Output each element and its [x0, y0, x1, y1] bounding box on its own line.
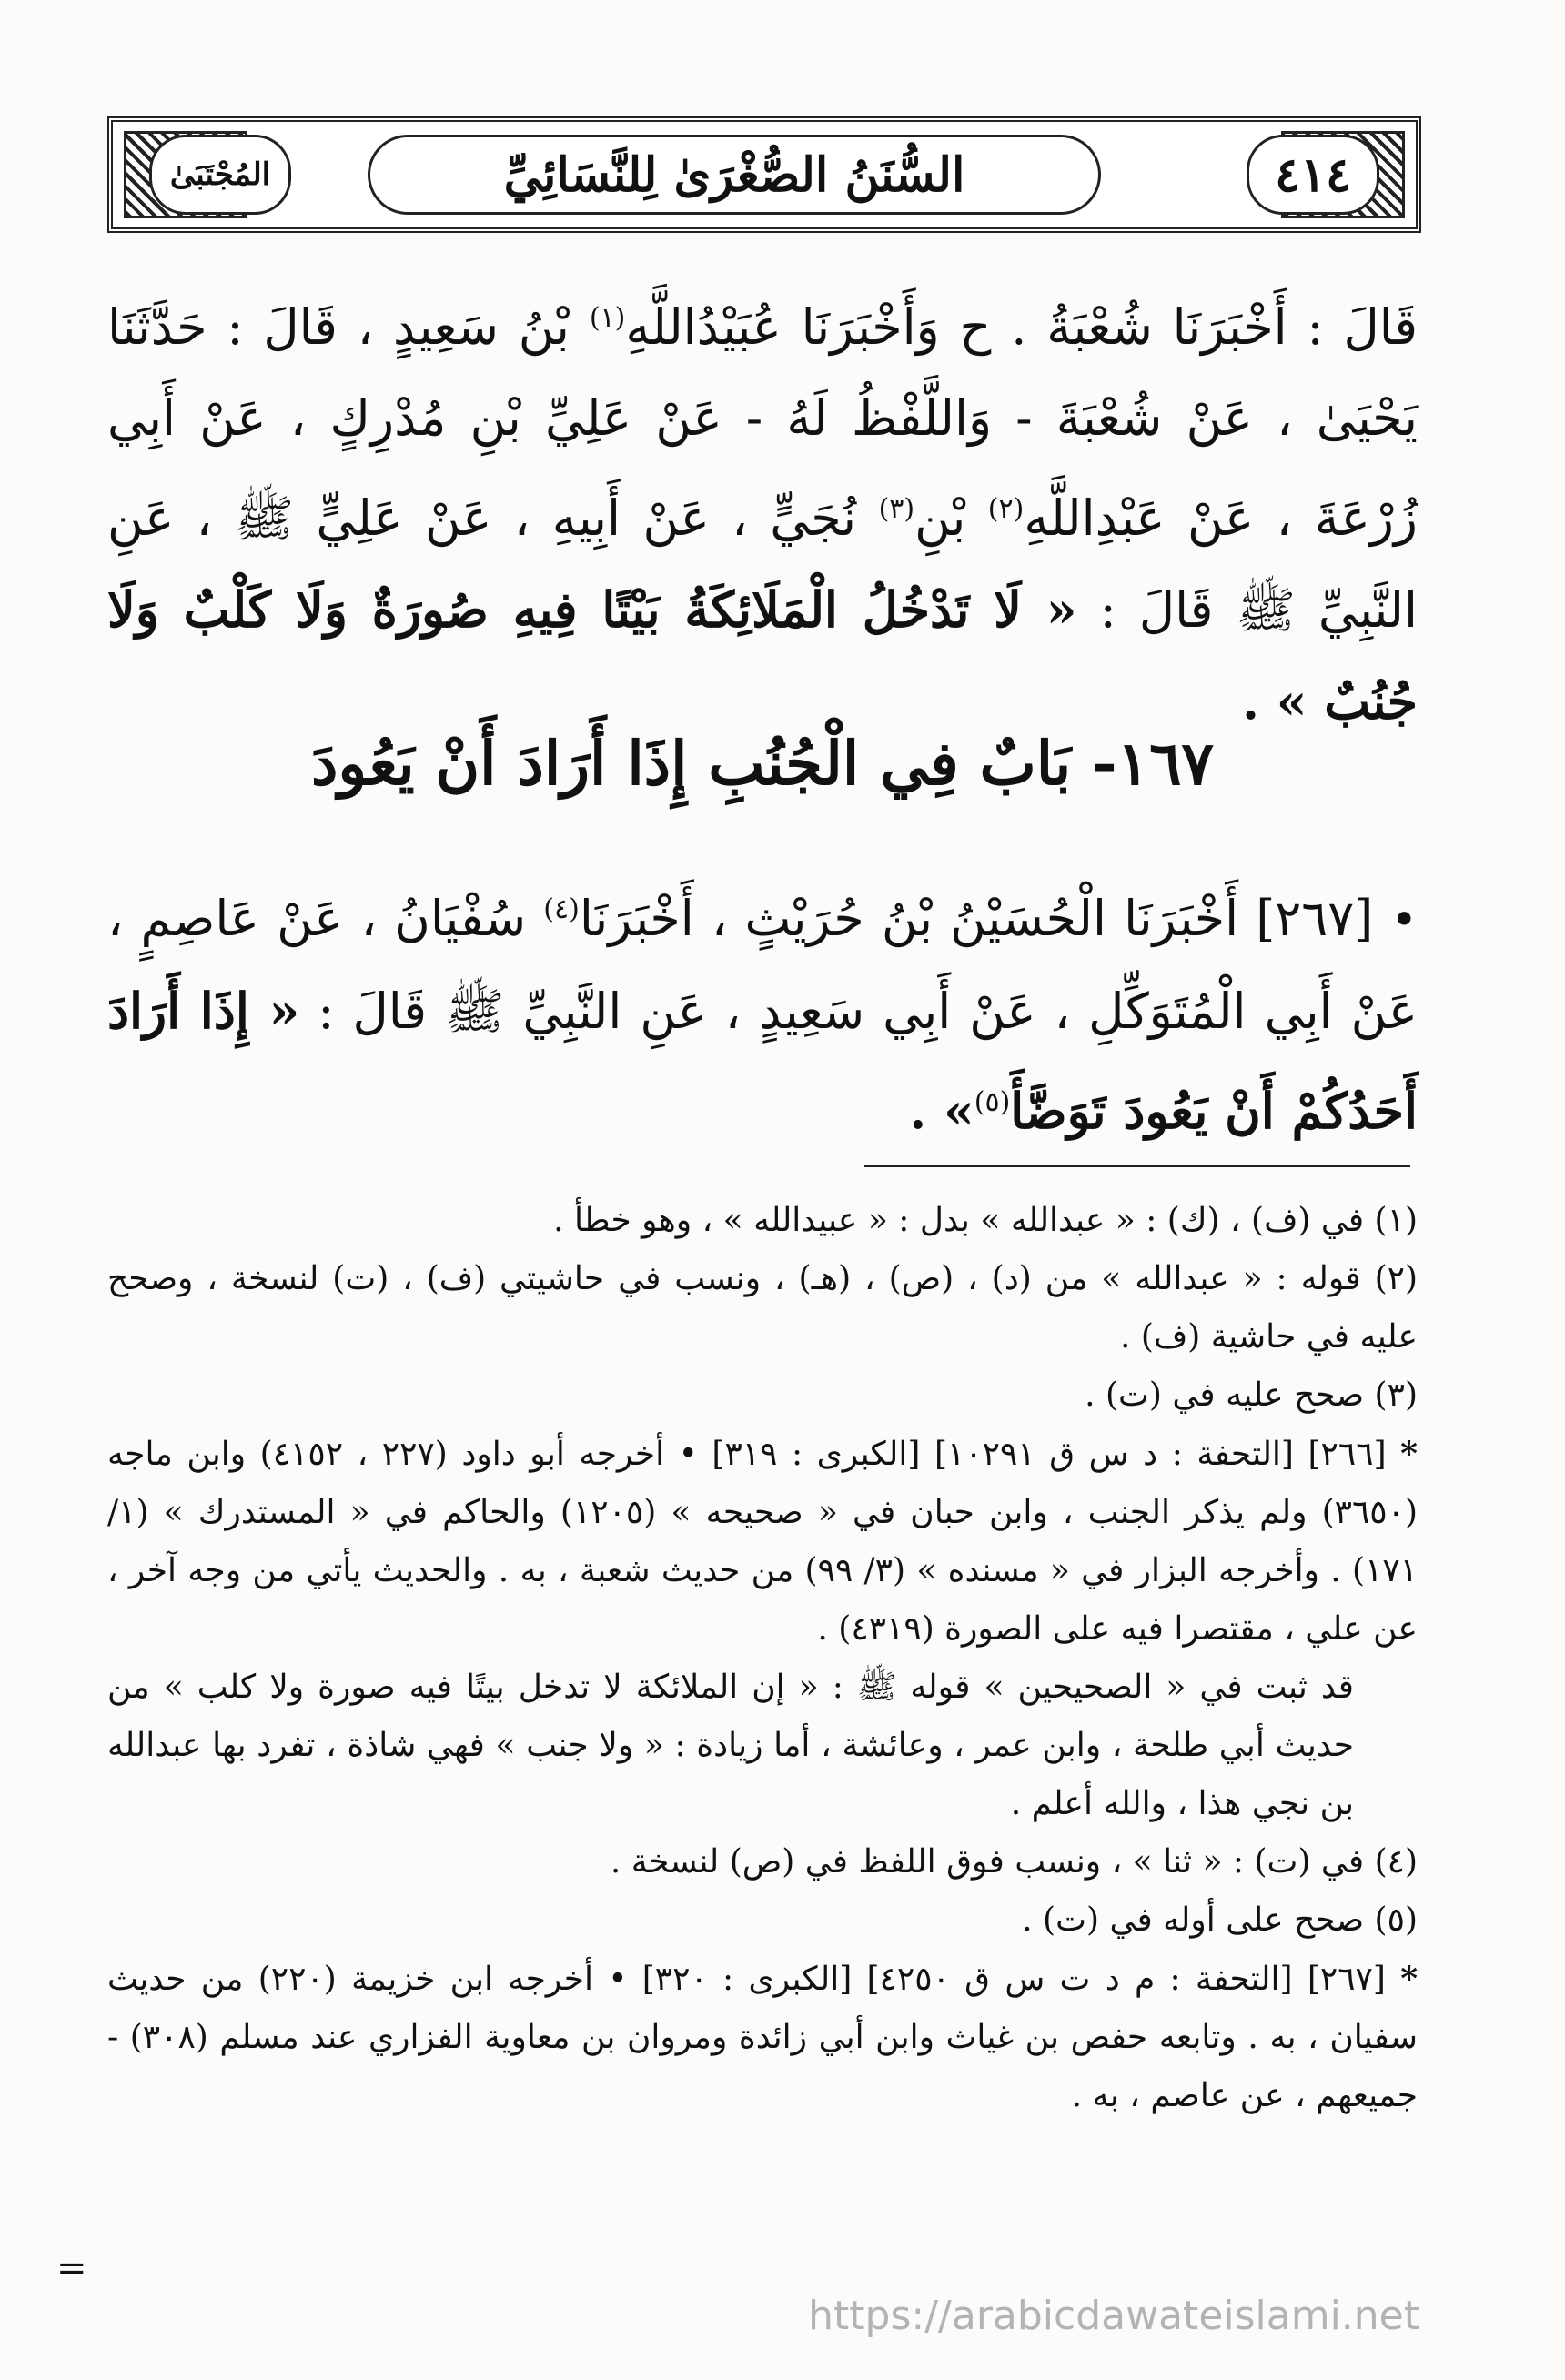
main-text — [107, 273, 1418, 748]
watermark-url: https://arabicdawateislami.net — [808, 2293, 1419, 2339]
hadith-266-text: قَالَ : أَخْبَرَنَا شُعْبَةُ . ح وَأَخْبَرَنَا عُبَيْدُاللَّهِ$^{(١)}$ بْنُ سَعِيدٍ ، قَالَ : حَدَّثَنَا يَحْيَىٰ ، عَنْ شُعْبَةَ - وَاللَّفْظُ لَهُ - عَنْ عَلِيِّ بْنِ مُدْرِكٍ ، عَنْ أَبِي زُرْعَةَ ، عَنْ عَبْدِاللَّهِ$^{(٢)}$ بْنِ$^{(٣)}$ نُجَيٍّ ، عَنْ أَبِيهِ ، عَنْ عَلِيٍّ ﷺ ، عَنِ النَّبِيِّ ﷺ قَالَ : « لَا تَدْخُلُ الْمَلَائِكَةُ بَيْتًا فِيهِ صُورَةٌ وَلَا كَلْبٌ وَلَا جُنُبٌ » . — [107, 298, 1419, 731]
hadith-267: • [٢٦٧] أَخْبَرَنَا الْحُسَيْنُ بْنُ حُرَيْثٍ ، أَخْبَرَنَا$^{(٤)}$ سُفْيَانُ ، عَنْ عَاصِمٍ ، عَنْ أَبِي الْمُتَوَكِّلِ ، عَنْ أَبِي سَعِيدٍ ، عَنِ النَّبِيِّ ﷺ قَالَ : « إِذَا أَرَادَ أَحَدُكُمْ أَنْ يَعُودَ تَوَضَّأَ$^{(٥)}$» . — [107, 890, 1419, 1140]
footnote-3: (٣) صحح عليه في (ت) . — [1085, 1377, 1418, 1414]
chapter-heading: ١٦٧- بَابٌ فِي الْجُنُبِ إِذَا أَرَادَ أَنْ يَعُودَ — [310, 728, 1215, 799]
footnotes — [107, 1192, 1418, 2125]
note-266-continued: قد ثبت في « الصحيحين » قوله ﷺ : « إن الملائكة لا تدخل بيتًا فيه صورة ولا كلب » من حديث أبي طلحة ، وابن عمر ، وعائشة ، أما زيادة : « ولا جنب » فهي شاذة ، تفرد بها عبدالله بن نجي هذا ، والله أعلم . — [107, 1669, 1354, 1822]
footnote-5: (٥) صحح على أوله في (ت) . — [1022, 1901, 1418, 1939]
footnote-2: (٢) قوله : « عبدالله » من (د) ، (ص) ، (هـ) ، ونسب في حاشيتي (ف) ، (ت) لنسخة ، وصحح عليه في حاشية (ف) . — [107, 1260, 1419, 1356]
footnote-1: (١) في (ف) ، (ك) : « عبدالله » بدل : « عبيدالله » ، وهو خطأ . — [553, 1202, 1418, 1239]
page-number: ٤١٤ — [1247, 135, 1379, 215]
margin-mark: = — [56, 2247, 87, 2289]
hadith-267-matn: « إِذَا أَرَادَ أَحَدُكُمْ أَنْ يَعُودَ تَوَضَّأَ — [107, 982, 1418, 1140]
book-title: السُّنَنُ الصُّغْرَىٰ لِلنَّسَائِيِّ — [368, 135, 1101, 215]
footnote-ref-4: (٤) — [543, 893, 580, 925]
footnote-separator — [864, 1165, 1410, 1167]
hadith-266-matn: « لَا تَدْخُلُ الْمَلَائِكَةُ بَيْتًا فِيهِ صُورَةٌ وَلَا كَلْبٌ وَلَا جُنُبٌ » . — [107, 580, 1418, 731]
note-266: * [٢٦٦] [التحفة : د س ق ١٠٢٩١] [الكبرى : ٣١٩] • أخرجه أبو داود (٢٢٧ ، ٤١٥٢) وابن ماجه (٣٦٥٠) ولم يذكر الجنب ، وابن حبان في « صحيحه » (١٢٠٥) والحاكم في « المستدرك » (١/ ١٧١) . وأخرجه البزار في « مسنده » (٣/ ٩٩) من حديث شعبة ، به . والحديث يأتي من وجه آخر ، عن علي ، مقتصرا فيه على الصورة (٤٣١٩) . — [107, 1435, 1419, 1648]
page-header — [107, 116, 1421, 233]
bullet-icon: • — [1390, 893, 1419, 946]
asterisk-icon: * — [1400, 1435, 1418, 1473]
note-267: * [٢٦٧] [التحفة : م د ت س ق ٤٢٥٠] [الكبرى : ٣٢٠] • أخرجه ابن خزيمة (٢٢٠) من حديث سفيان ، به . وتابعه حفص بن غياث وابن أبي زائدة ومروان بن معاوية الفزاري عند مسلم (٣٠٨) - جميعهم ، عن عاصم ، به . — [107, 1960, 1419, 2114]
asterisk-icon: * — [1400, 1960, 1419, 1998]
footnote-ref-1: (١) — [589, 302, 626, 334]
footnote-ref-5: (٥) — [974, 1086, 1011, 1118]
footnote-ref-2: (٢) — [987, 493, 1025, 525]
footnote-4: (٤) في (ت) : « ثنا » ، ونسب فوق اللفظ في (ص) لنسخة . — [610, 1843, 1418, 1881]
footnote-ref-3: (٣) — [878, 493, 915, 525]
book-subtitle: المُجْتَبَىٰ — [149, 135, 291, 215]
